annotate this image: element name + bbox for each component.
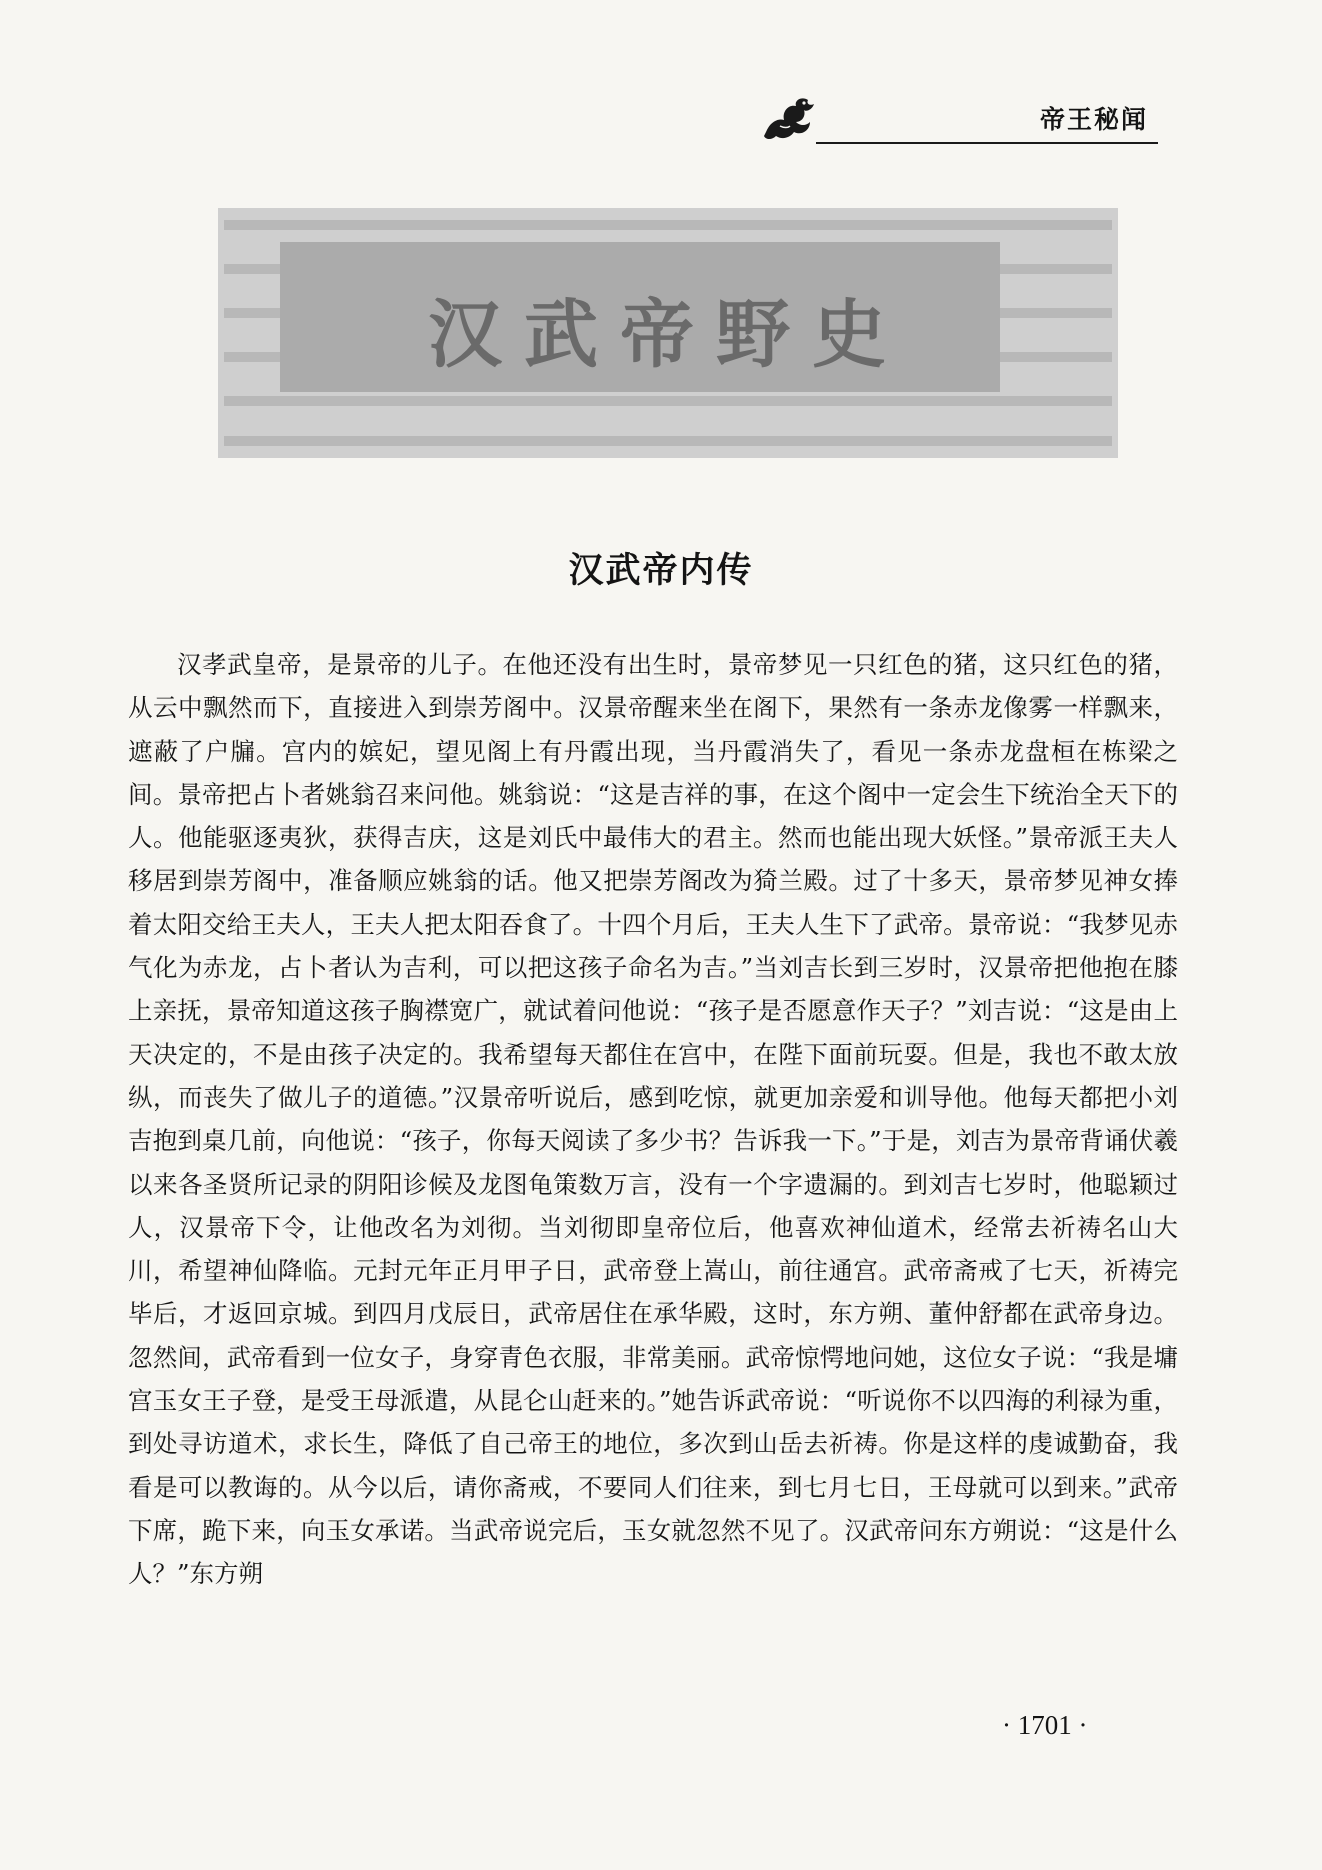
page-number: · 1701 · xyxy=(1002,1710,1088,1740)
article-title: 汉武帝内传 xyxy=(568,551,754,591)
header-rule xyxy=(816,142,1158,144)
header-title: 帝王秘闻 xyxy=(1039,105,1148,134)
dragon-icon xyxy=(760,92,824,144)
banner xyxy=(218,208,1118,458)
running-header xyxy=(760,92,1158,144)
banner-title: 汉武帝野史 xyxy=(428,292,908,378)
article-body: 汉孝武皇帝，是景帝的儿子。在他还没有出生时，景帝梦见一只红色的猪，这只红色的猪，从云中飘然而下，直接进入到崇芳阁中。汉景帝醒来坐在阁下，果然有一条赤龙像雾一样飘来，遮蔽了户牖。宫内的嫔妃，望见阁上有丹霞出现，当丹霞消失了，看见一条赤龙盘桓在栋梁之间。景帝把占卜者姚翁召来问他。姚翁说：“这是吉祥的事，在这个阁中一定会生下统治全天下的人。他能驱逐夷狄，获得吉庆，这是刘氏中最伟大的君主。然而也能出现大妖怪。”景帝派王夫人移居到崇芳阁中，准备顺应姚翁的话。他又把崇芳阁改为猗兰殿。过了十多天，景帝梦见神女捧着太阳交给王夫人，王夫人把太阳吞食了。十四个月后，王夫人生下了武帝。景帝说：“我梦见赤气化为赤龙，占卜者认为吉利，可以把这孩子命名为吉。”当刘吉长到三岁时，汉景帝把他抱在膝上亲抚，景帝知道这孩子胸襟宽广，就试着问他说：“孩子是否愿意作天子？”刘吉说：“这是由上天决定的，不是由孩子决定的。我希望每天都住在宫中，在陛下面前玩耍。但是，我也不敢太放纵，而丧失了做儿子的道德。”汉景帝听说后，感到吃惊，就更加亲爱和训导他。他每天都把小刘吉抱到桌几前，向他说：“孩子，你每天阅读了多少书？告诉我一下。”于是，刘吉为景帝背诵伏羲以来各圣贤所记录的阴阳诊候及龙图龟策数万言，没有一个字遗漏的。到刘吉七岁时，他聪颖过人，汉景帝下令，让他改名为刘彻。当刘彻即皇帝位后，他喜欢神仙道术，经常去祈祷名山大川，希望神仙降临。元封元年正月甲子日，武帝登上嵩山，前往通宫。武帝斋戒了七天，祈祷完毕后，才返回京城。到四月戊辰日，武帝居住在承华殿，这时，东方朔、董仲舒都在武帝身边。忽然间，武帝看到一位女子，身穿青色衣服，非常美丽。武帝惊愕地问她，这位女子说：“我是墉宫玉女王子登，是受王母派遣，从昆仑山赶来的。”她告诉武帝说：“听说你不以四海的利禄为重，到处寻访道术，求长生，降低了自己帝王的地位，多次到山岳去祈祷。你是这样的虔诚勤奋，我看是可以教诲的。从今以后，请你斋戒，不要同人们往来，到七月七日，王母就可以到来。”武帝下席，跪下来，向玉女承诺。当武帝说完后，玉女就忽然不见了。汉武帝问东方朔说：“这是什么人？”东方朔 xyxy=(128,650,1178,1589)
